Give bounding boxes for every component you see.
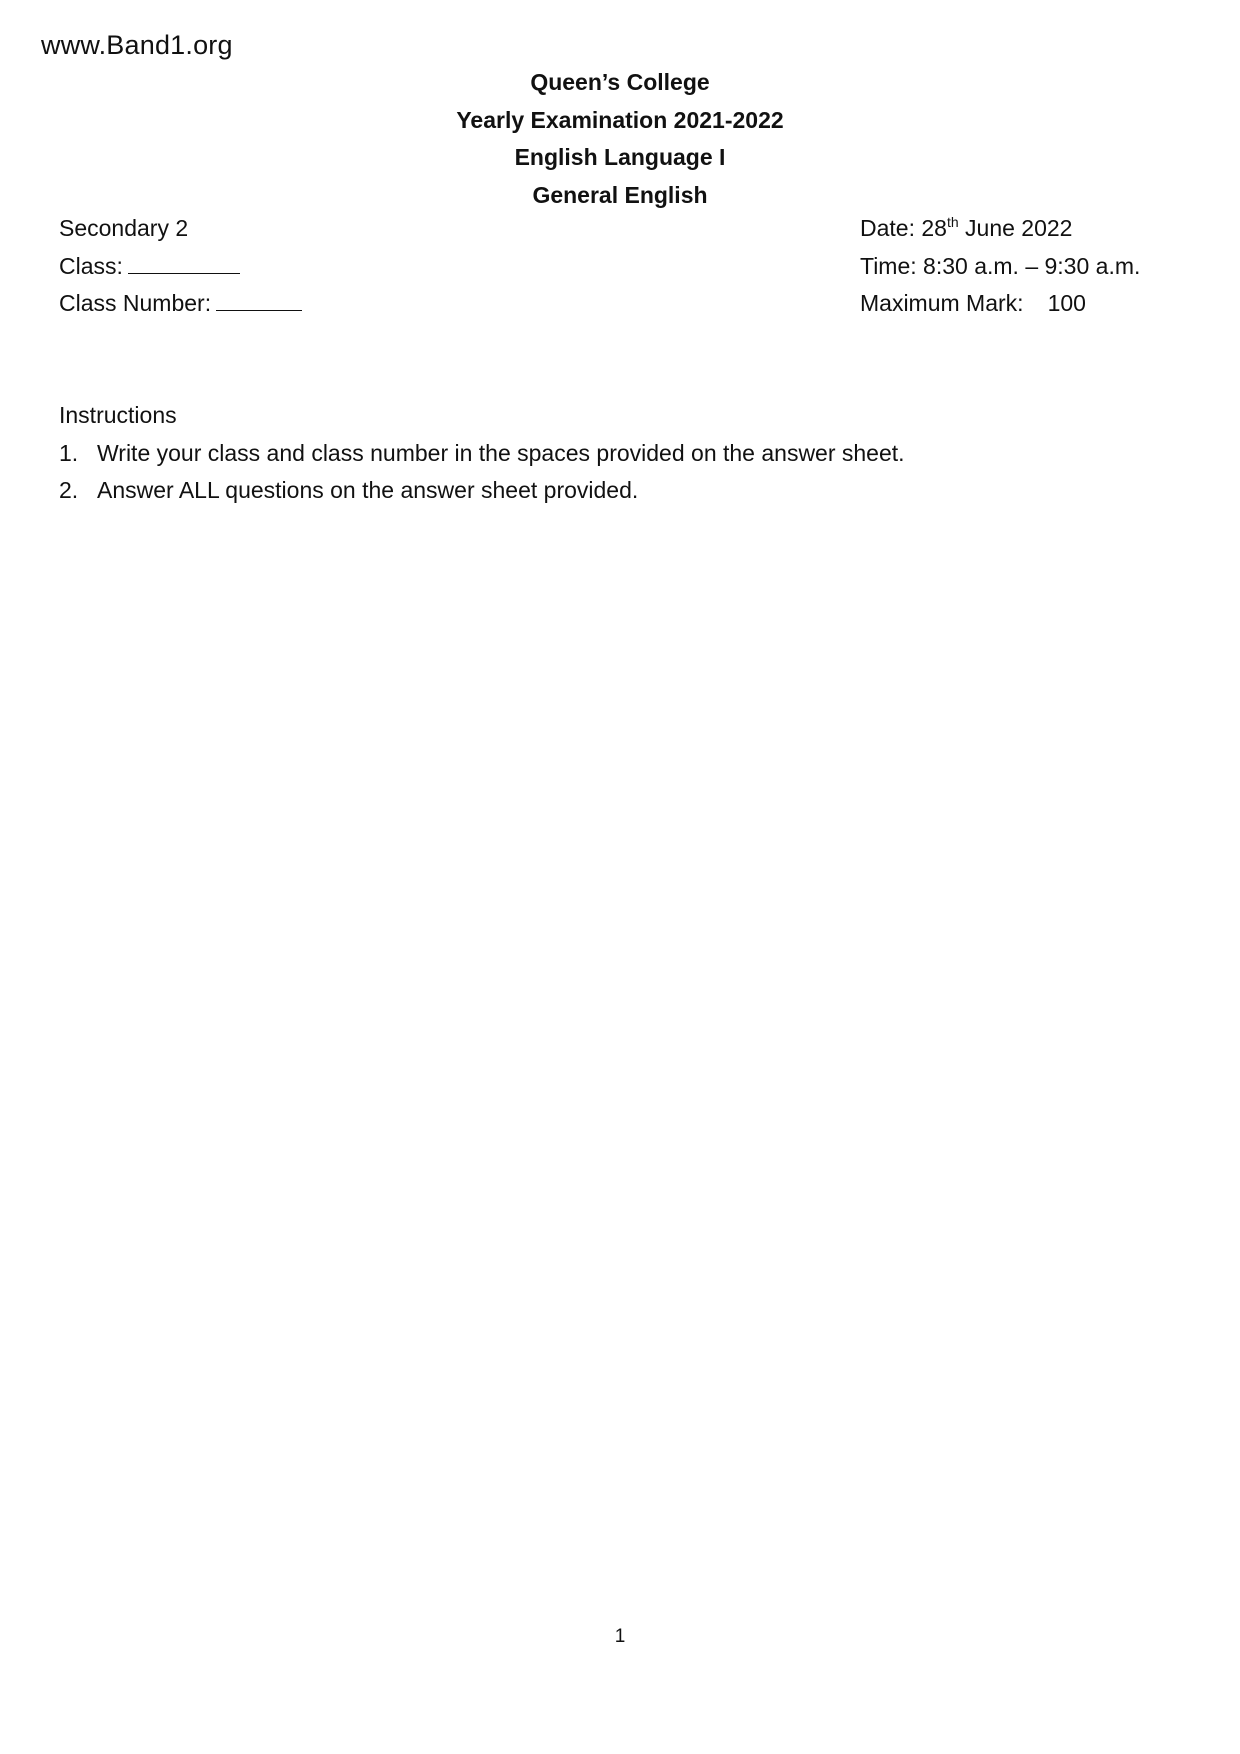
instructions-section [59,397,905,510]
date-prefix: Date: 28 [860,215,947,241]
student-info [59,210,302,323]
exam-header [0,64,1240,214]
instruction-item [59,472,905,510]
form-level: Secondary 2 [59,215,189,241]
class-number-blank-line [216,286,302,311]
instruction-number: 2. [59,477,79,503]
instruction-item [59,435,905,473]
paper-title: English Language I [514,144,726,170]
instruction-text: Write your class and class number in the spaces provided on the answer sheet. [97,439,905,466]
date-ordinal: th [946,214,959,230]
paper-subtitle: General English [532,181,708,208]
exam-time: Time: 8:30 a.m. – 9:30 a.m. [860,252,1141,279]
instructions-title: Instructions [59,402,177,428]
school-name: Queen’s College [530,69,710,95]
exam-title: Yearly Examination 2021-2022 [456,106,784,133]
date-suffix: June 2022 [958,215,1073,241]
instruction-text: Answer ALL questions on the answer sheet provided. [97,477,639,503]
maximum-mark-label: Maximum Mark: [860,290,1024,316]
watermark-url: www.Band1.org [41,30,233,60]
class-number-label: Class Number: [59,290,212,316]
class-field [59,248,302,286]
page-number: 1 [614,1626,626,1647]
class-blank-line [128,249,240,274]
exam-date [860,210,1140,248]
maximum-mark-value: 100 [1047,290,1086,316]
instruction-number: 1. [59,439,79,466]
exam-info [860,210,1140,323]
maximum-mark [860,285,1140,323]
class-number-field [59,285,302,323]
class-label: Class: [59,252,123,279]
